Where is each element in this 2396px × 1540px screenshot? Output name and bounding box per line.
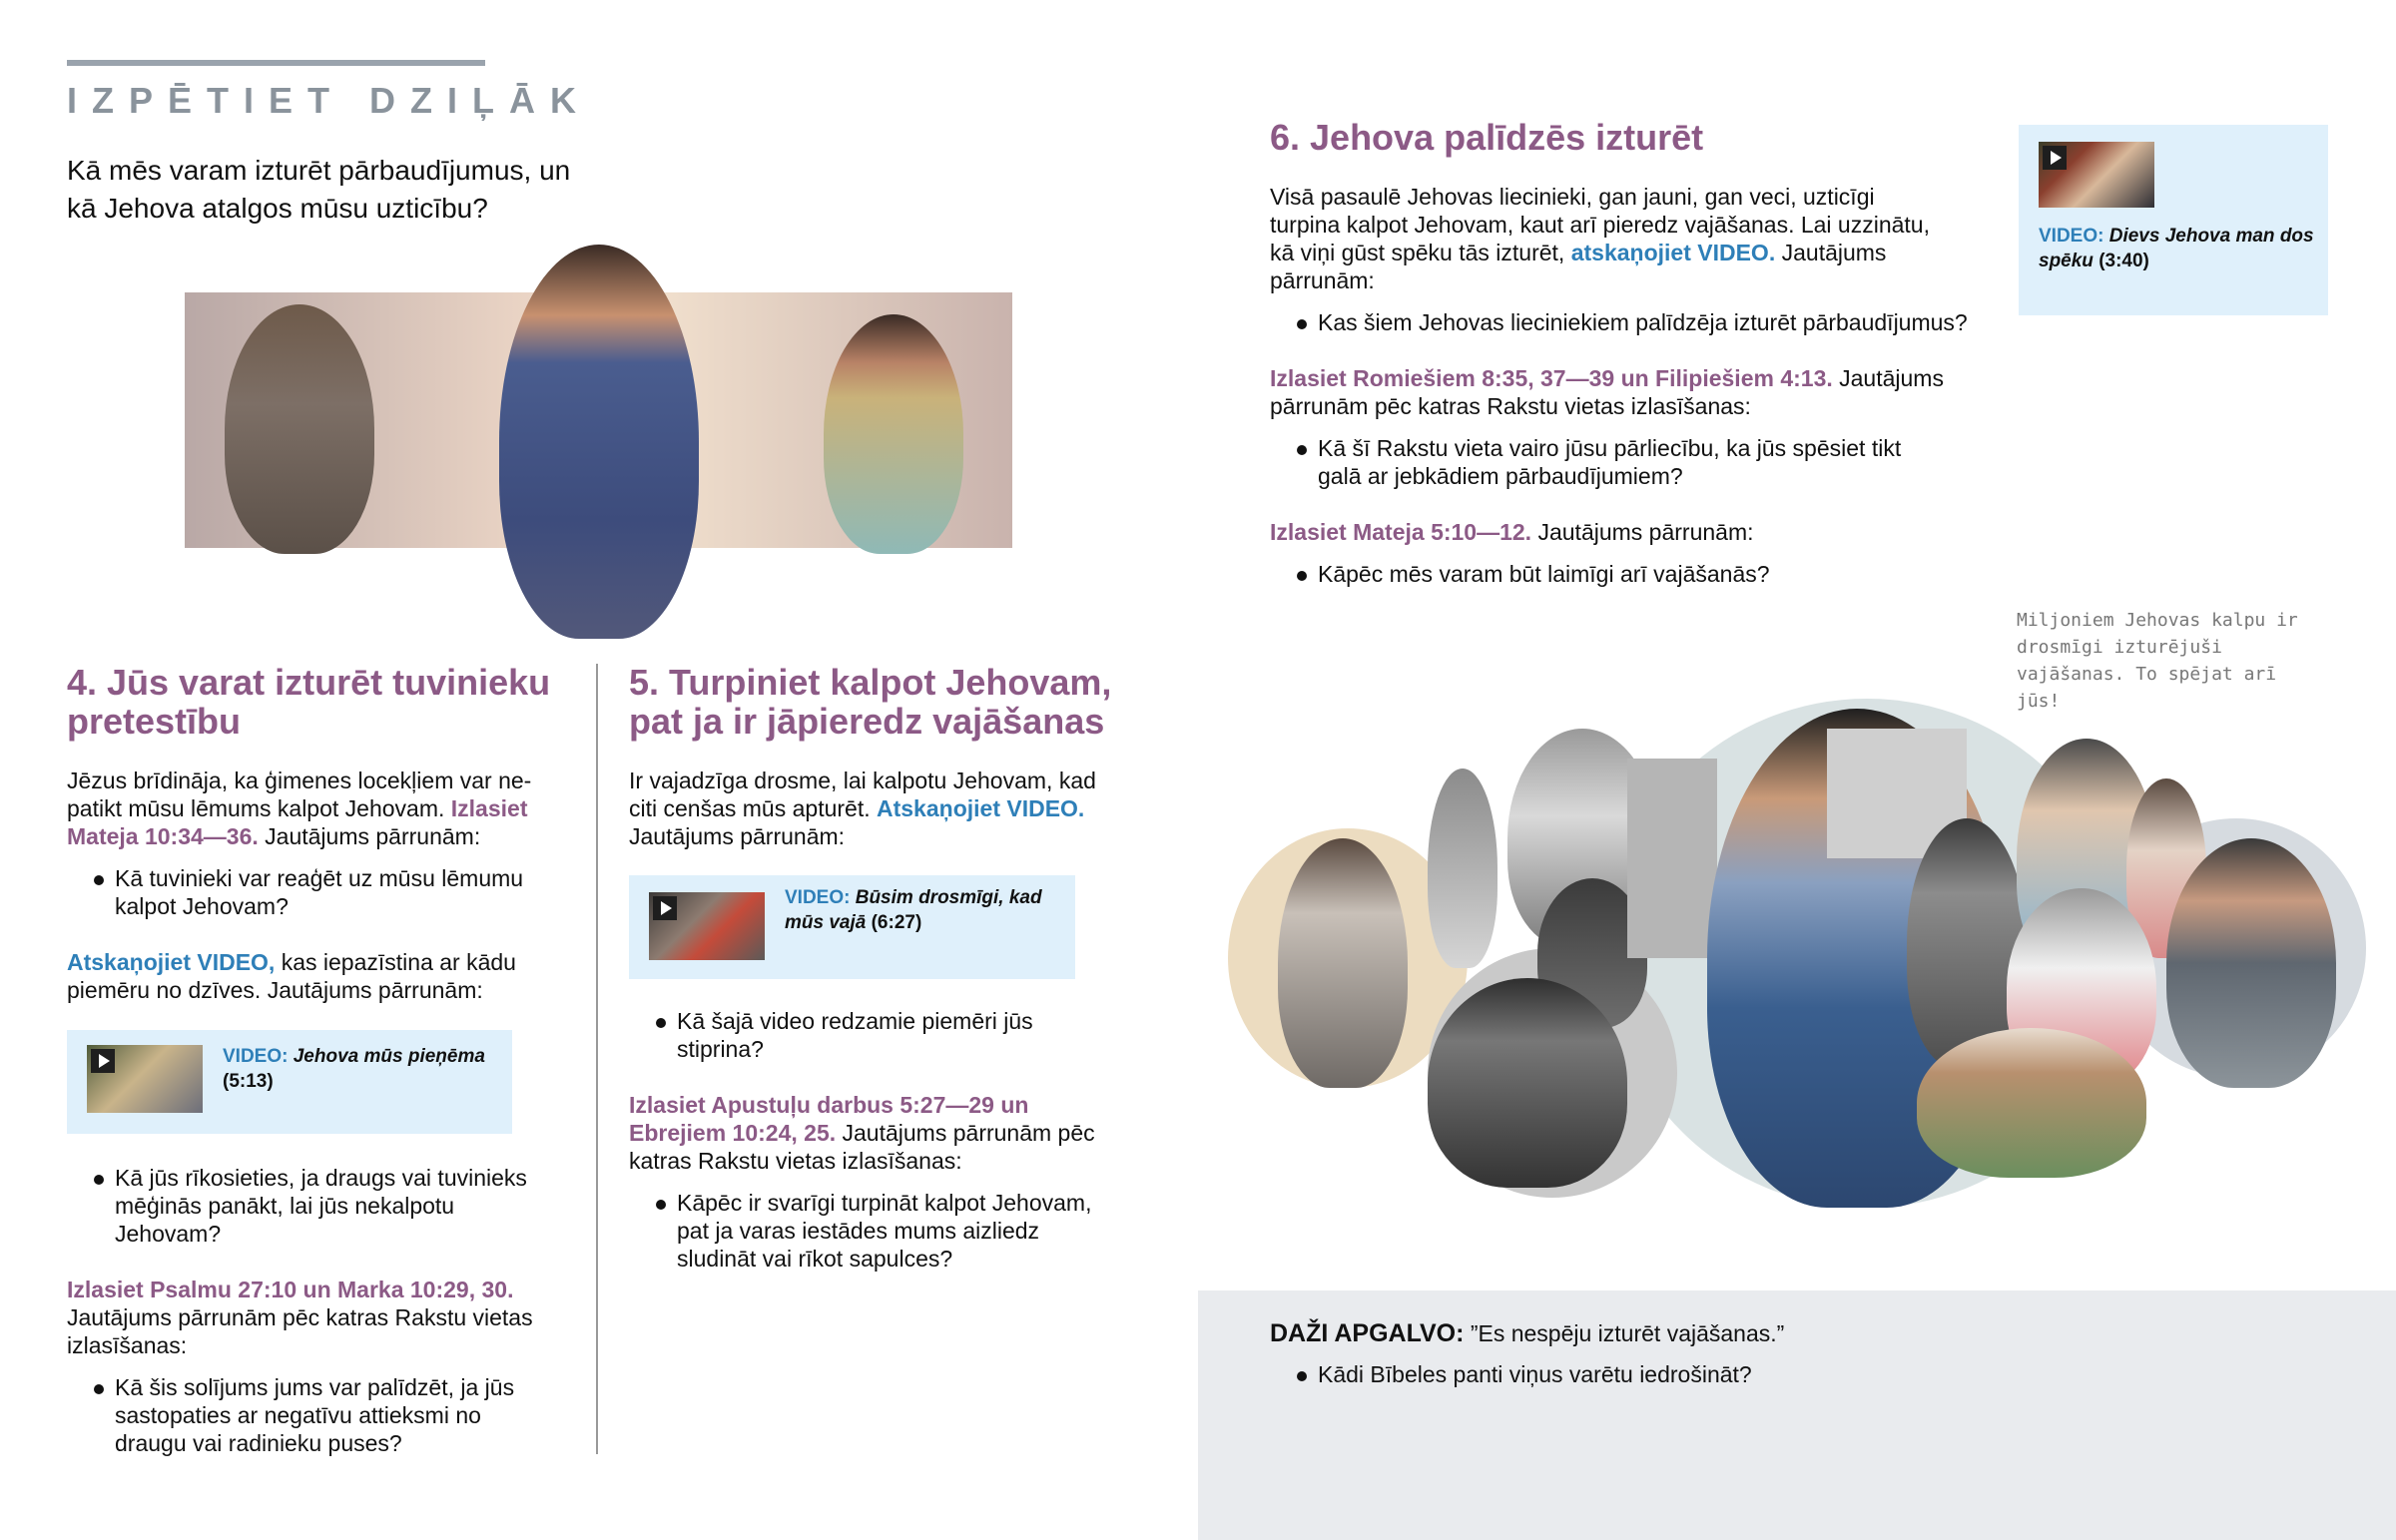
- some-say-box: [1198, 1290, 2396, 1540]
- video-box-section-5[interactable]: [629, 875, 1075, 979]
- play-icon[interactable]: [91, 1049, 115, 1073]
- discussion-question: Kas šiem Jehovas lieciniekiem palīdzēja izturēt pārbaudījumus?: [1270, 308, 1969, 336]
- play-video-link[interactable]: Atskaņojiet VIDEO.: [877, 795, 1085, 821]
- discussion-question: Kā šajā video redzamie piemēri jūs stiprina?: [629, 1007, 1118, 1063]
- scripture-reference[interactable]: Izlasiet Romiešiem 8:35, 37—39 un Filipiešiem 4:13.: [1270, 365, 1833, 391]
- discussion-question: Kā jūs rīkosieties, ja draugs vai tuvinieks mēģinās panākt, lai jūs nekalpotu Jehovam?: [67, 1164, 556, 1248]
- section-4-paragraph-3: Izlasiet Psalmu 27:10 un Marka 10:29, 30. Jautājums pārrunām pēc katras Rakstu vietas izlasīšanas:: [67, 1277, 533, 1358]
- section-6-title: 6. Jehova palīdzēs izturēt: [1270, 117, 1704, 158]
- section-4-continued: [67, 1164, 556, 1457]
- video-title: Jehova mūs pieņēma: [293, 1046, 485, 1067]
- question-list: [1270, 1360, 2268, 1388]
- intro-question: Kā mēs varam izturēt pārbaudījumus, un kā Jehova atalgos mūsu uzticību?: [67, 155, 571, 224]
- section-kicker: IZPĒTIET DZIĻĀK: [67, 80, 591, 121]
- video-box-section-4[interactable]: [67, 1030, 512, 1134]
- section-5-continued: [629, 1007, 1118, 1273]
- discussion-question: Kāpēc mēs varam būt laimīgi arī vajāšanās?: [1270, 560, 1969, 588]
- play-video-link[interactable]: atskaņojiet VIDEO.: [1570, 240, 1776, 265]
- header-rule: [67, 60, 485, 66]
- video-duration: (6:27): [871, 912, 922, 933]
- section-6: [1270, 118, 1969, 588]
- discussion-question: Kā šis solījums jums var palīdzēt, ja jūs sastopaties ar negatīvu attieksmi no draugu vai radinieku puses?: [67, 1373, 556, 1457]
- video-caption: VIDEO: Dievs Jehova man dos spēku (3:40): [2039, 226, 2314, 271]
- scripture-reference[interactable]: Izlasiet Psalmu 27:10 un Marka 10:29, 30.: [67, 1277, 514, 1302]
- section-5: [629, 663, 1118, 850]
- video-thumbnail[interactable]: [2039, 142, 2154, 208]
- scripture-reference[interactable]: Izlasiet Apustuļu darbus 5:27—29 un Ebrejiem 10:24, 25.: [629, 1092, 1029, 1146]
- section-6-paragraph-3: Izlasiet Mateja 5:10—12. Jautājums pārrunām:: [1270, 519, 1754, 545]
- section-4-paragraph-2: Atskaņojiet VIDEO, kas iepazīstina ar kādu piemēru no dzīves. Jautājums pārrunām:: [67, 949, 516, 1003]
- question-list: [1270, 434, 1909, 490]
- question-list: [629, 1189, 1118, 1273]
- question-list: [629, 1007, 1118, 1063]
- question-list: [67, 1164, 556, 1248]
- play-video-link[interactable]: Atskaņojiet VIDEO,: [67, 949, 276, 975]
- section-6-paragraph-2: Izlasiet Romiešiem 8:35, 37—39 un Filipiešiem 4:13. Jautājums pārrunām pēc katras Rakstu vietas izlasīšanas:: [1270, 365, 1944, 419]
- discussion-question: Kādi Bībeles panti viņus varētu iedrošināt?: [1270, 1360, 2268, 1388]
- discussion-question: Kā šī Rakstu vieta vairo jūsu pārliecību, ka jūs spēsiet tikt galā ar jebkādiem pārbaudījumiem?: [1270, 434, 1909, 490]
- section-6-paragraph-1: Visā pasaulē Jehovas liecinieki, gan jauni, gan veci, uzticīgi turpina kalpot Jehovam, kaut arī pieredz vajāšanas. Lai uzzinātu, kā viņi gūst spēku tās izturēt, atskaņojiet VIDEO. Jautājums pārrunām:: [1270, 184, 1930, 293]
- discussion-question: Kāpēc ir svarīgi turpināt kalpot Jehovam, pat ja varas iestādes mums aizliedz sludināt vai rīkot sapulces?: [629, 1189, 1118, 1273]
- video-box-section-6[interactable]: [2019, 125, 2328, 315]
- discussion-question: Kā tuvinieki var reaģēt uz mūsu lēmumu kalpot Jehovam?: [67, 864, 556, 920]
- video-title: Dievs Jehova man dos spēku: [2039, 226, 2314, 271]
- video-thumbnail[interactable]: [649, 892, 765, 960]
- illustration-caption: Miljoniem Jehovas kalpu ir drosmīgi izturējuši vajāšanas. To spējat arī jūs!: [2017, 610, 2298, 712]
- section-4-title: 4. Jūs varat izturēt tuvinieku pretestību: [67, 662, 551, 742]
- video-title: Būsim drosmīgi, kad mūs vajā: [785, 887, 1042, 933]
- play-icon[interactable]: [653, 896, 677, 920]
- video-duration: (3:40): [2098, 251, 2149, 271]
- column-divider: [596, 664, 598, 1454]
- question-list: [1270, 308, 1969, 336]
- section-4: [67, 663, 556, 1004]
- persecuted-witnesses-illustration: [1228, 699, 2361, 1208]
- family-opposition-illustration: [185, 245, 1012, 644]
- video-caption: VIDEO: Būsim drosmīgi, kad mūs vajā (6:27): [785, 887, 1042, 933]
- some-say-label: DAŽI APGALVO:: [1270, 1319, 1465, 1347]
- scripture-reference[interactable]: Izlasiet Mateja 10:34—36.: [67, 795, 528, 849]
- scripture-reference[interactable]: Izlasiet Mateja 5:10—12.: [1270, 519, 1532, 545]
- question-list: [67, 1373, 556, 1457]
- question-list: [1270, 560, 1969, 588]
- section-4-paragraph-1: Jēzus brīdināja, ka ģimenes locekļiem var nepatikt mūsu lēmums kalpot Jehovam. Izlasiet Mateja 10:34—36. Jautājums pārrunām:: [67, 768, 532, 849]
- play-icon[interactable]: [2043, 146, 2067, 170]
- section-5-paragraph-1: Ir vajadzīga drosme, lai kalpotu Jehovam, kad citi cenšas mūs apturēt. Atskaņojiet VIDEO. Jautājums pārrunām:: [629, 768, 1096, 849]
- some-say-quote: ”Es nespēju izturēt vajāšanas.”: [1464, 1320, 1785, 1346]
- some-say-statement: [1270, 1318, 2268, 1348]
- video-caption: VIDEO: Jehova mūs pieņēma (5:13): [223, 1046, 485, 1092]
- section-5-title: 5. Turpiniet kalpot Jehovam, pat ja ir jāpieredz vajāšanas: [629, 662, 1112, 742]
- question-list: [67, 864, 556, 920]
- video-thumbnail[interactable]: [87, 1045, 203, 1113]
- section-5-paragraph-2: Izlasiet Apustuļu darbus 5:27—29 un Ebrejiem 10:24, 25. Jautājums pārrunām pēc katras Rakstu vietas izlasīšanas:: [629, 1092, 1095, 1174]
- video-duration: (5:13): [223, 1071, 274, 1092]
